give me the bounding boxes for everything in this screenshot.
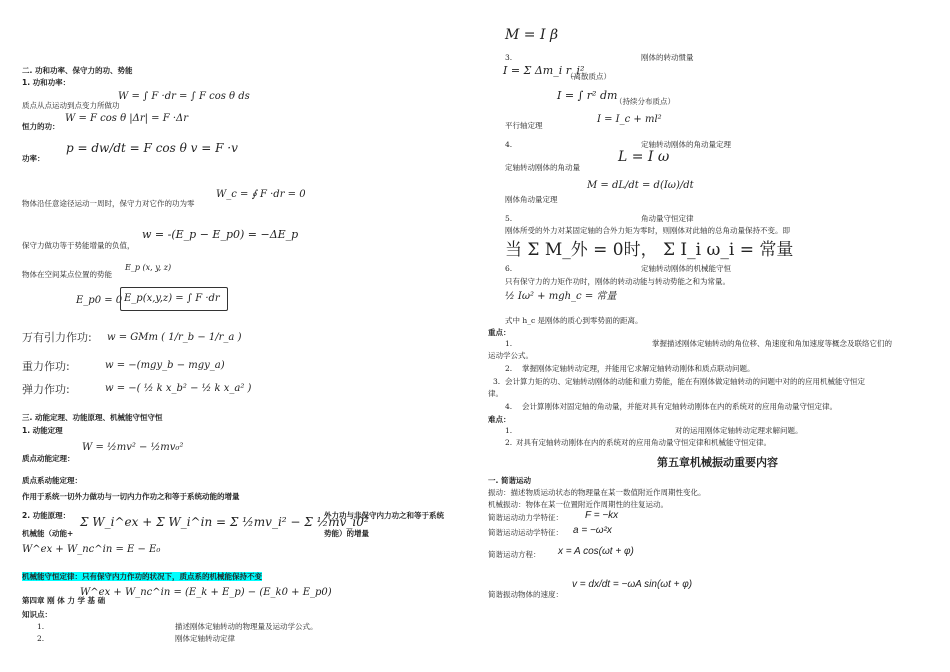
- const-force-label: 恒力的功：: [22, 122, 60, 131]
- inertia-continuous: I = ∫ r² dm: [557, 89, 618, 102]
- knowledge-label: 知识点：: [22, 610, 52, 619]
- work-energy-title: 2. 功能原理：: [22, 511, 71, 520]
- elastic-formula: w = −( ½ k x_b² − ½ k x_a² ): [105, 383, 252, 394]
- chapter-4-title: 第四章 刚 体 力 学 基 础: [22, 596, 106, 605]
- system-ke-label: 质点系动能定理：: [22, 476, 82, 485]
- continuous-note: （持续分布质点）: [615, 97, 675, 106]
- closed-loop-formula: W_c = ∮ F ·dr = 0: [216, 189, 306, 200]
- ep0-formula: E_p0 = 0: [76, 295, 123, 306]
- parallel-axis-formula: I = I_c + ml²: [597, 114, 662, 125]
- difficulty-label: 难点：: [488, 415, 511, 424]
- kinematics-label: 简谐运动运动学特征：: [488, 528, 563, 537]
- rotational-energy-formula: ½ Iω² + mgh_c = 常量: [505, 291, 617, 302]
- section-3-title: 三. 动能定理、功能原理、机械能守恒守恒: [22, 413, 163, 422]
- wex-formula: W^ex + W_nc^in = E − E₀: [22, 544, 161, 555]
- pot-energy-text: 物体在空间某点位置的势能: [22, 270, 112, 279]
- discrete-note: （离散质点）: [566, 72, 611, 81]
- key-point-1-text: 掌握描述刚体定轴转动的角位移、角速度和角加速度等概念及联络它们的: [652, 339, 892, 348]
- kinematics-formula: a = −ω²x: [573, 525, 612, 536]
- knowledge-1-num: 1.: [37, 622, 45, 631]
- key-point-4-num: 4.: [505, 402, 513, 411]
- ang-mom-label: 定轴转动刚体的角动量: [505, 163, 580, 172]
- knowledge-4-text: 定轴转动刚体的角动量定理: [641, 140, 731, 149]
- system-ke-text: 作用于系统一切外力做功与一切内力作功之和等于系统动能的增量: [22, 492, 240, 501]
- closed-loop-text: 物体沿任意途径运动一周时，保守力对它作的功为零: [22, 199, 195, 208]
- point-ke-formula: W = ½mv² − ½mv₀²: [82, 442, 184, 453]
- ang-mom-conservation-formula: 当 Σ M_外 = 0时， Σ I_i ω_i = 常量: [505, 240, 794, 260]
- torque-formula: M = I β: [505, 27, 559, 43]
- key-point-1-cont: 运动学公式。: [488, 351, 533, 360]
- difficulty-1-text: 对的运用刚体定轴转动定理求解问题。: [675, 426, 803, 435]
- knowledge-3-num: 3.: [505, 53, 513, 62]
- point-work-formula: W = ∫ F ·dr = ∫ F cos θ ds: [118, 91, 250, 102]
- chapter-5-title: 第五章机械振动重要内容: [657, 456, 778, 469]
- knowledge-3-text: 刚体的转动惯量: [641, 53, 694, 62]
- gravity-formula: w = −(mgy_b − mgy_a): [105, 360, 225, 371]
- key-points-label: 重点：: [488, 328, 511, 337]
- const-force-formula: W = F cos θ |Δr| = F ·Δr: [65, 113, 189, 124]
- power-label: 功率：: [22, 154, 45, 163]
- ang-mom-formula: L = I ω: [618, 149, 670, 165]
- mech-vibration-definition: 机械振动：物体在某一位置附近作周期性的往复运动。: [488, 500, 668, 509]
- cons-work-formula: w = -(E_p − E_p0) = −ΔE_p: [142, 228, 299, 241]
- pot-energy-sym: E_p (x, y, z): [125, 263, 172, 272]
- knowledge-5-desc: 刚体所受的外力对某固定轴的合外力矩为零时，则刚体对此轴的总角动量保持不变。即: [505, 226, 790, 235]
- power-formula: p = dw/dt = F cos θ v = F ·v: [66, 141, 238, 155]
- key-point-2-num: 2.: [505, 364, 513, 373]
- knowledge-6-desc: 只有保守力的力矩作功时，刚体的转动动能与转动势能之和为常量。: [505, 277, 730, 286]
- ke-theorem-title: 1. 动能定理: [22, 426, 63, 435]
- equation-formula: x = A cos(ωt + φ): [558, 546, 634, 557]
- cons-work-text: 保守力做功等于势能增量的负值，: [22, 241, 135, 250]
- key-point-3-cont: 律。: [488, 389, 503, 398]
- work-power-title: 1. 功和功率：: [22, 78, 71, 87]
- section-2-title: 二. 功和功率、保守力的功、势能: [22, 66, 133, 75]
- gravity-univ-label: 万有引力作功:: [22, 331, 92, 344]
- inertia-discrete: I = Σ Δm_i r_i²: [503, 64, 585, 77]
- ang-mom-theorem-formula: M = dL/dt = d(Iω)/dt: [587, 180, 694, 191]
- knowledge-4-num: 4.: [505, 140, 513, 149]
- key-point-1-num: 1.: [505, 339, 513, 348]
- point-work-text: 质点从点运动到点变力所做功: [22, 101, 120, 110]
- work-energy-suffix: 外力功与非保守内力功之和等于系统: [324, 511, 444, 520]
- hc-note: 式中 h_c 是刚体的质心到零势面的距离。: [505, 316, 643, 325]
- knowledge-2-num: 2.: [37, 634, 45, 643]
- vibration-definition: 振动：描述物质运动状态的物理量在某一数值附近作周期性变化。: [488, 488, 706, 497]
- shm-title: 一. 简谐运动: [488, 476, 531, 485]
- ang-mom-theorem-label: 刚体角动量定理: [505, 195, 558, 204]
- knowledge-1-text: 描述刚体定轴转动的物理量及运动学公式。: [175, 622, 318, 631]
- key-point-2-text: 掌握刚体定轴转动定理，并能用它求解定轴转动刚体和质点联动问题。: [522, 364, 755, 373]
- ep-box-formula: E_p(x,y,z) = ∫ F ·dr: [124, 293, 220, 304]
- point-ke-label: 质点动能定理：: [22, 454, 75, 463]
- key-point-4-text: 会计算刚体对固定轴的角动量，并能对具有定轴转动刚体在内的系统对的应用角动量守恒定律。: [522, 402, 837, 411]
- dynamics-formula: F = −kx: [585, 510, 619, 521]
- difficulty-2-text: 对具有定轴转动刚体在内的系统对的应用角动量守恒定律和机械能守恒定律。: [516, 438, 771, 447]
- mech-energy-label: 机械能（动能+: [22, 529, 74, 538]
- knowledge-6-num: 6.: [505, 264, 513, 273]
- knowledge-2-text: 刚体定轴转动定律: [175, 634, 235, 643]
- difficulty-1-num: 1.: [505, 426, 513, 435]
- equation-label: 简谐运动方程：: [488, 550, 541, 559]
- elastic-label: 弹力作功:: [22, 383, 70, 396]
- work-energy-formula: Σ W_i^ex + Σ W_i^in = Σ ½mv_i² − Σ ½mv_i0²: [80, 515, 369, 529]
- dynamics-label: 简谐运动动力学特征：: [488, 513, 563, 522]
- work-energy-suffix-2: 势能）的增量: [324, 529, 369, 538]
- parallel-axis-label: 平行轴定理: [505, 121, 543, 130]
- knowledge-6-text: 定轴转动刚体的机械能守恒: [641, 264, 731, 273]
- gravity-univ-formula: w = GMm ( 1/r_b − 1/r_a ): [107, 332, 242, 343]
- knowledge-5-text: 角动量守恒定律: [641, 214, 694, 223]
- gravity-label: 重力作功:: [22, 360, 70, 373]
- difficulty-2-num: 2.: [505, 438, 513, 447]
- knowledge-5-num: 5.: [505, 214, 513, 223]
- velocity-formula: v = dx/dt = −ωA sin(ωt + φ): [572, 579, 693, 590]
- key-point-3-text: 会计算力矩的功、定轴转动刚体的动能和重力势能，能在有刚体做定轴转动的问题中对的的应用机械能守恒定: [505, 377, 865, 386]
- velocity-label: 简谐振动物体的速度：: [488, 590, 563, 599]
- key-point-3-num: 3.: [493, 377, 501, 386]
- chapter-4-formula: W^ex + W_nc^in = (E_k + E_p) − (E_k0 + E_p0): [80, 587, 332, 598]
- conservation-law: 机械能守恒定律：只有保守内力作功的状况下，质点系的机械能保持不变: [22, 572, 262, 581]
